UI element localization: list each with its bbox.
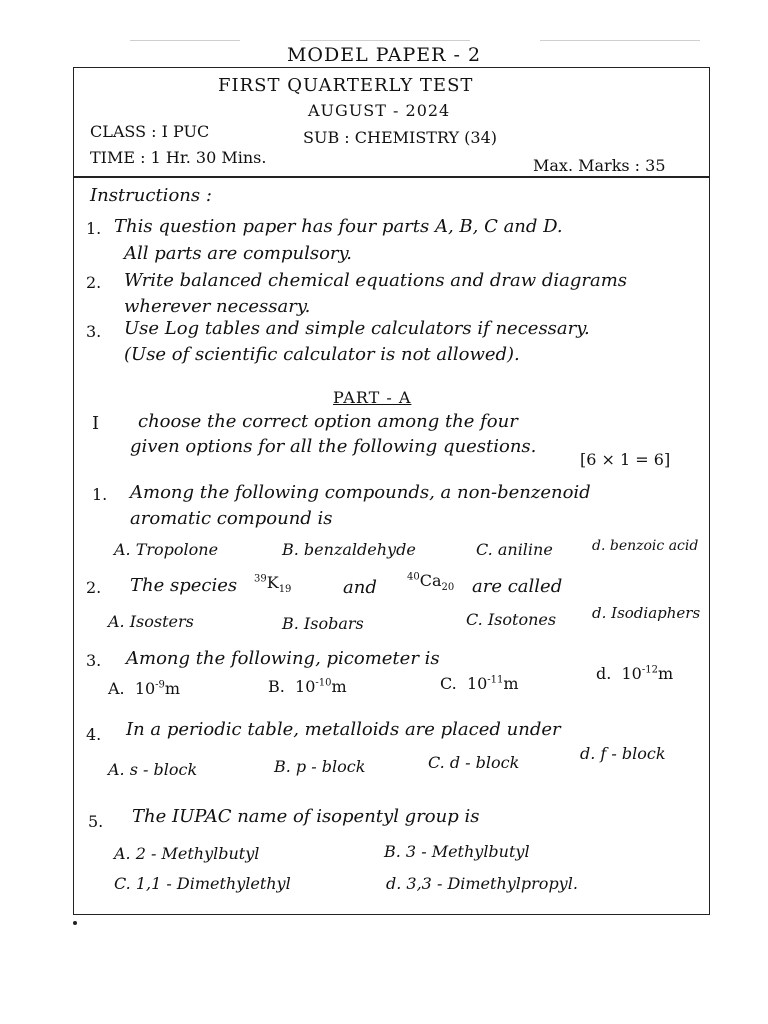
question-number: 3. [86,651,102,670]
part-a-marks: [6 × 1 = 6] [580,450,671,469]
instruction-number: 2. [86,273,102,292]
mass-number: 39 [254,573,267,585]
species-1 [254,573,291,595]
element-symbol: Ca [419,571,442,590]
top-edge-line [300,40,470,41]
option: A. 2 - Methylbutyl [114,844,260,863]
part-a-title: PART - A [333,388,412,407]
question-text: Among the following, picometer is [126,648,440,669]
option-label: A. [108,679,125,698]
unit: m [331,677,347,696]
instruction-line: wherever necessary. [124,296,311,317]
question-text: and [343,577,377,598]
option: B. 3 - Methylbutyl [384,842,530,861]
species-2 [407,571,454,593]
model-paper-title: MODEL PAPER - 2 [286,44,482,66]
power-exponent: -11 [487,674,504,686]
header-divider [73,176,710,178]
top-edge-line [130,40,240,41]
part-a-directive: choose the correct option among the four [138,411,518,432]
instructions-heading: Instructions : [90,185,212,206]
instruction-line: Use Log tables and simple calculators if necessary. [124,318,590,339]
option-label: d. [596,664,612,683]
option: B. Isobars [282,614,364,633]
power-base: 10 [621,664,642,683]
question-number: 4. [86,725,102,744]
instruction-line: All parts are compulsory. [124,243,353,264]
class-label: CLASS : I PUC [90,122,210,141]
question-text: In a periodic table, metalloids are placed under [126,719,561,740]
part-a-directive: given options for all the following questions. [130,436,537,457]
question-number: 2. [86,578,102,597]
option: d. benzoic acid [592,538,699,554]
option: C. 1,1 - Dimethylethyl [114,874,291,893]
instruction-number: 1. [86,219,102,238]
instruction-line: Write balanced chemical equations and draw diagrams [124,270,628,291]
option [440,674,519,693]
power-base: 10 [466,674,488,693]
unit: m [164,679,181,698]
test-date: AUGUST - 2024 [308,101,451,120]
subject-label: SUB : CHEMISTRY (34) [303,128,498,147]
mass-number: 40 [407,571,420,583]
option: C. d - block [428,753,520,772]
option: A. s - block [108,760,198,779]
element-symbol: K [266,573,279,592]
option-label: B. [268,677,285,696]
top-edge-line [540,40,700,41]
question-text: The species [130,575,238,596]
question-text: aromatic compound is [130,508,333,529]
power-exponent: -9 [155,679,165,691]
margin-mark [73,921,77,925]
question-number: 1. [92,485,108,504]
question-text: Among the following compounds, a non-benzenoid [130,482,591,503]
unit: m [657,664,674,683]
atomic-number: 20 [441,582,455,594]
option: B. benzaldehyde [282,540,416,559]
option: d. f - block [580,744,666,763]
option [108,679,180,698]
power-base: 10 [134,679,156,698]
option-label: C. [440,674,457,693]
power-exponent: -12 [641,664,658,676]
instruction-line: This question paper has four parts A, B, C and D. [114,216,563,237]
option: C. aniline [476,540,553,559]
option: A. Tropolone [114,540,219,559]
option: d. Isodiaphers [592,604,701,622]
unit: m [503,674,519,693]
instruction-number: 3. [86,322,102,341]
time-label: TIME : 1 Hr. 30 Mins. [90,148,267,167]
option: d. 3,3 - Dimethylpropyl. [386,874,578,893]
question-text: are called [472,576,563,597]
option: A. Isosters [108,612,194,631]
atomic-number: 19 [278,584,292,596]
power-base: 10 [295,677,316,696]
section-number: I [92,413,100,434]
instruction-line: (Use of scientific calculator is not allowed). [124,344,520,365]
option: B. p - block [274,757,366,776]
option [268,677,347,696]
question-number: 5. [88,812,104,831]
max-marks: Max. Marks : 35 [533,156,666,175]
option [596,664,673,683]
power-exponent: -10 [315,677,332,689]
test-name: FIRST QUARTERLY TEST [218,75,474,96]
option: C. Isotones [466,610,557,629]
question-text: The IUPAC name of isopentyl group is [132,806,480,827]
